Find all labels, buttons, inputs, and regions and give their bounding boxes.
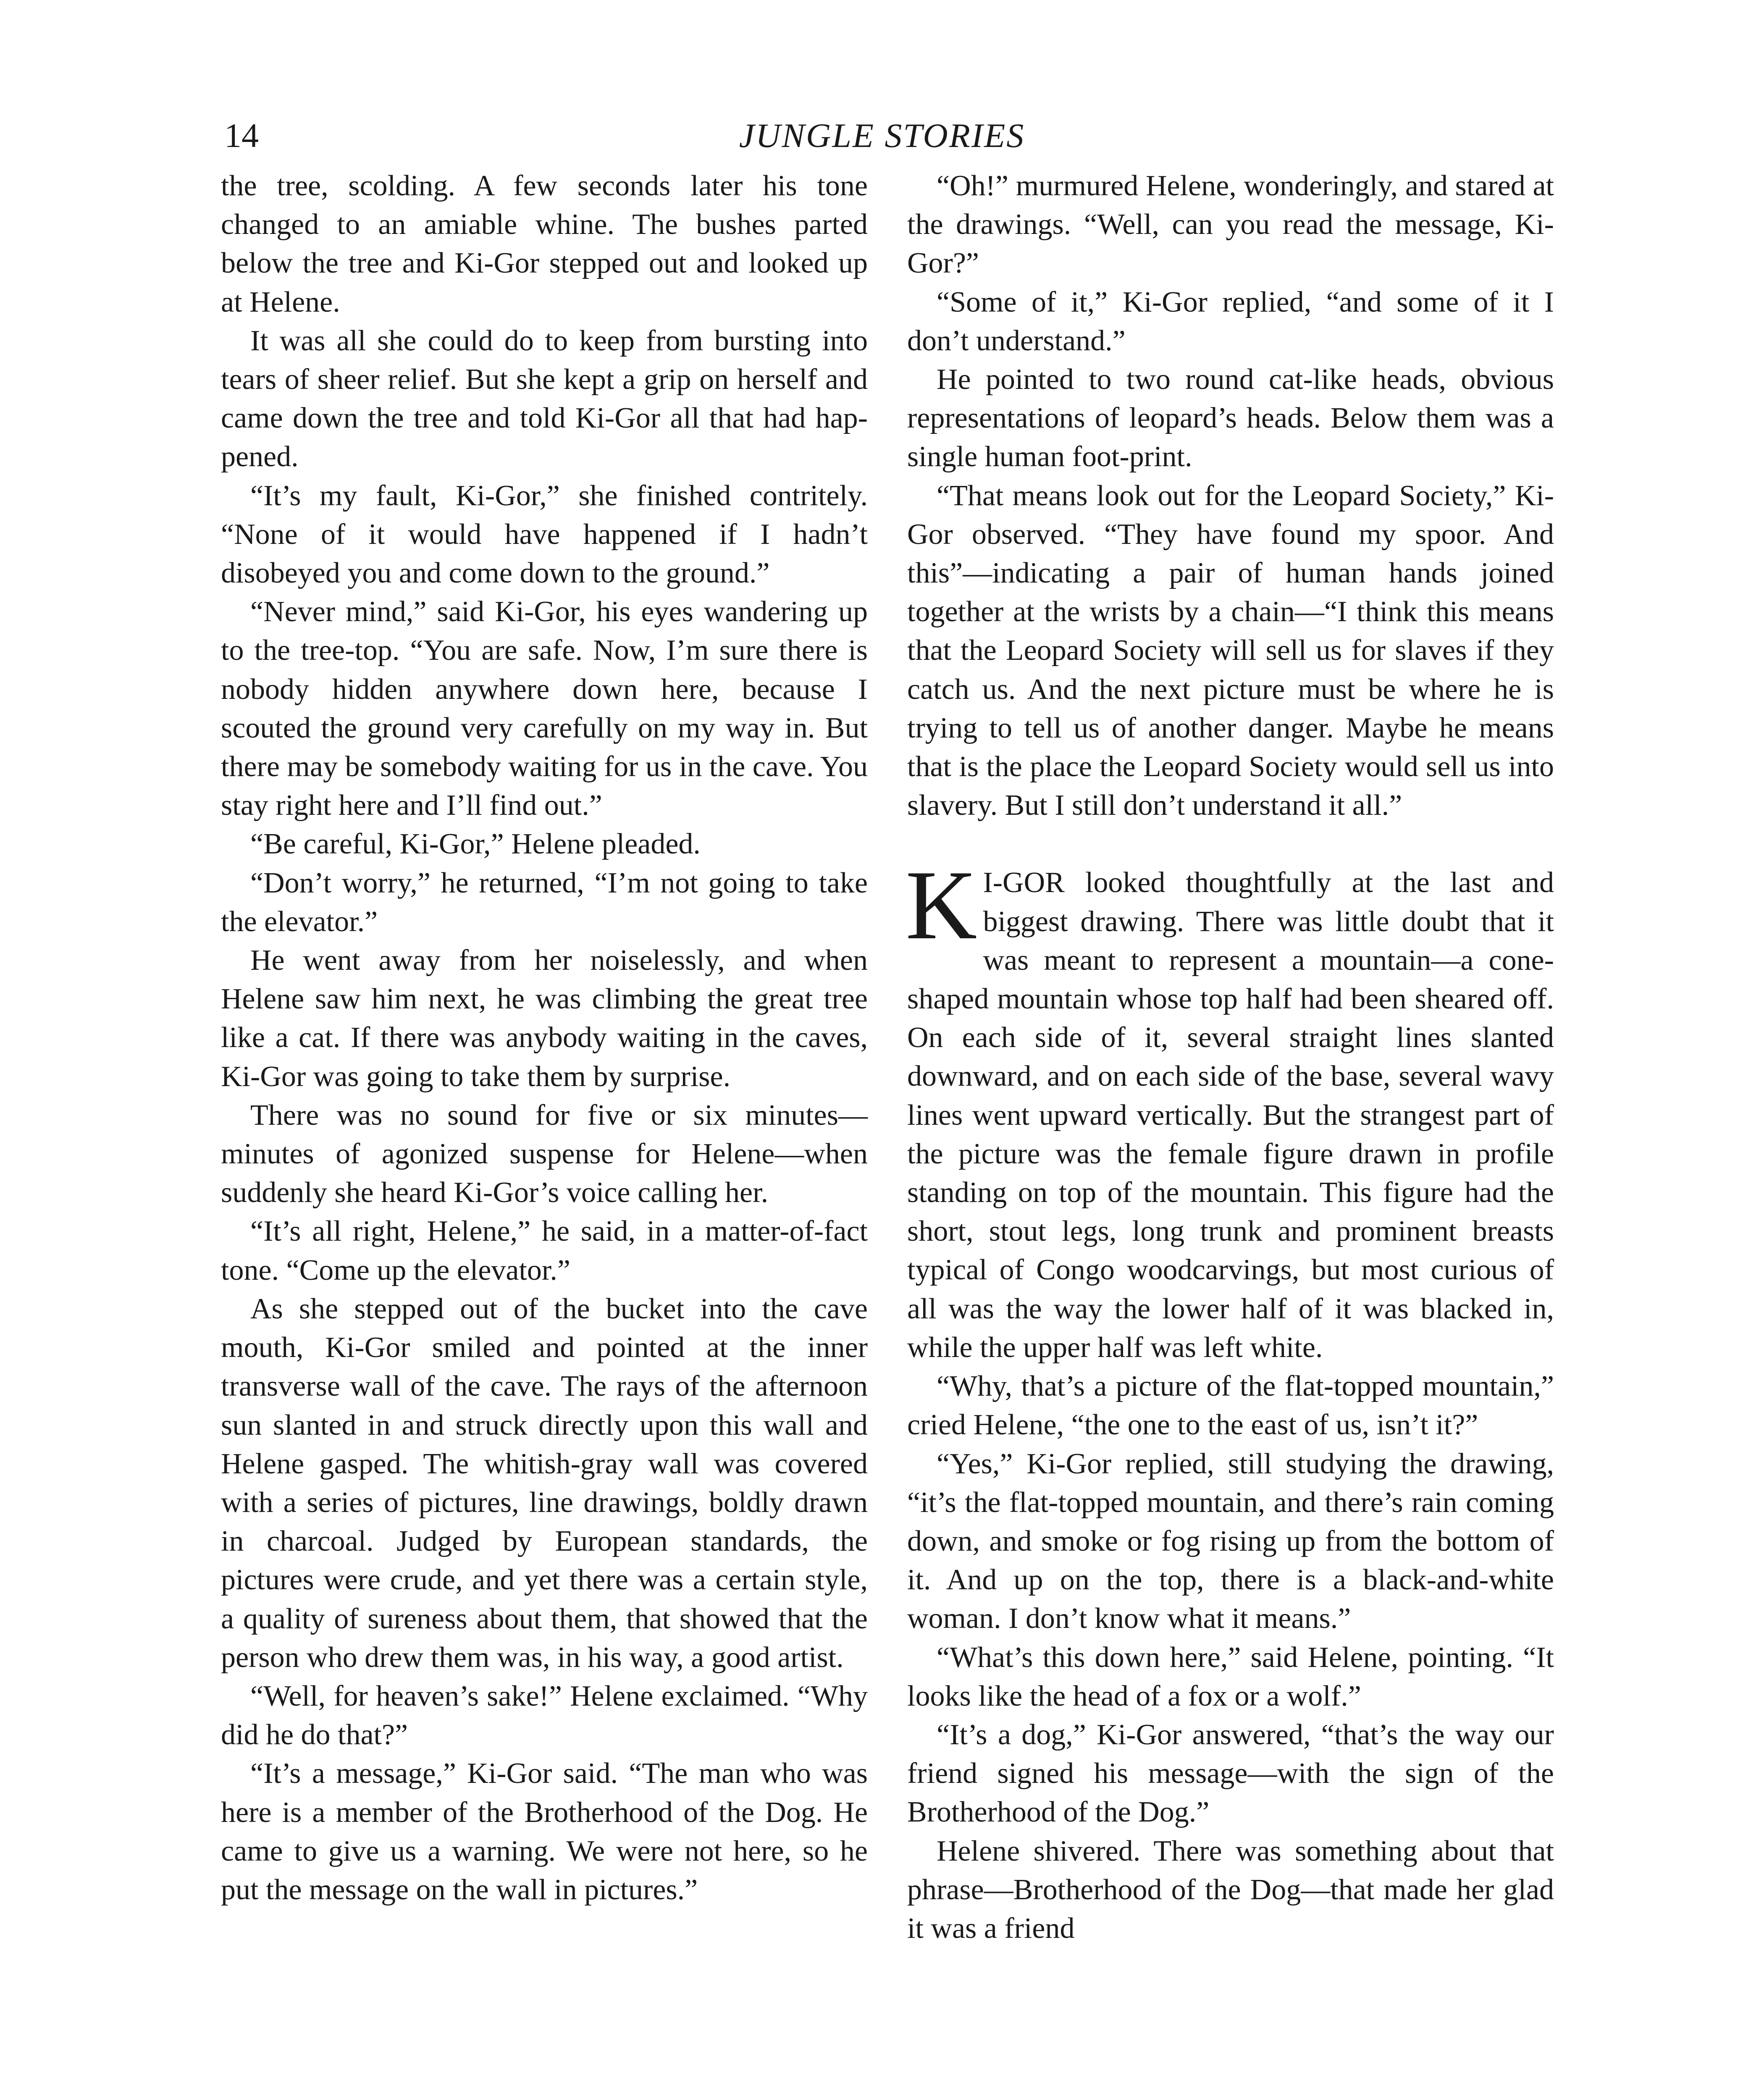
paragraph: As she stepped out of the bucket into the cave mouth, Ki-Gor smiled and pointed at the inner transverse wall of the cave. The rays of the afternoon sun slanted in and struck directly upon this wall and Helene gasped. The whitish-gray wall was covered with a series of pictures, line drawings, boldly drawn in charcoal. Judged by European standards, the pictures were crude, and yet there was a certain style, a quality of sureness about them, that showed that the person who drew them was, in his way, a good artist. [221,1292,868,1674]
paragraph: It was all she could do to keep from bursting into tears of sheer relief. But she kept a grip on herself and came down the tree and told Ki-Gor all that had happened. [221,324,868,473]
paragraph: “It’s all right, Helene,” he said, in a matter-of-fact tone. “Come up the elevator.” [221,1215,868,1286]
section-opening-paragraph [906,850,1554,1367]
section-opening-text: I-GOR looked thoughtfully at the last and biggest drawing. There was little doubt that it was meant to represent a mountain—a cone-shaped mountain whose top half had been sheared off. On each side of it, several straight lines slanted downward, and on each side of the base, several wavy lines went upward vertically. But the strangest part of the picture was the female figure drawn in profile standing on top of the mountain. This figure had the short, stout legs, long trunk and prominent breasts typical of Congo woodcarvings, but most curious of all was the way the lower half of it was blacked in, while the upper half was left white. [907,866,1554,1364]
left-column [221,167,868,2100]
drop-cap: K [906,850,977,961]
paragraph: Helene shivered. There was something about that phrase—Brotherhood of the Dog—that made her glad it was a friend [907,1835,1554,1945]
paragraph: “What’s this down here,” said Helene, pointing. “It looks like the head of a fox or a wolf.” [907,1641,1554,1712]
paragraph: “Oh!” murmured Helene, wonderingly, and stared at the drawings. “Well, can you read the message, Ki-Gor?” [907,170,1554,280]
paragraph: “It’s a message,” Ki-Gor said. “The man who was here is a member of the Brotherhood of the Dog. He came to give us a warning. We were not here, so he put the message on the wall in pictures.” [221,1757,868,1906]
paragraph: “Why, that’s a picture of the flat-topped mountain,” cried Helene, “the one to the east of us, isn’t it?” [907,1370,1554,1441]
paragraph: “Don’t worry,” he returned, “I’m not going to take the elevator.” [221,866,868,938]
page-number: 14 [224,116,259,155]
paragraph: “Yes,” Ki-Gor replied, still studying the drawing, “it’s the flat-topped mountain, and there’s rain coming down, and smoke or fog rising up from the bottom of it. And up on the top, there is a black-and-white woman. I don’t know what it means.” [907,1447,1554,1635]
paragraph: “Never mind,” said Ki-Gor, his eyes wandering up to the tree-top. “You are safe. Now, I’m sure there is nobody hidden anywhere down here, because I scouted the ground very carefully on my way in. But there may be somebody waiting for us in the cave. You stay right here and I’ll find out.” [221,596,868,822]
paragraph: “It’s a dog,” Ki-Gor answered, “that’s the way our friend signed his message—with the sign of the Brotherhood of the Dog.” [907,1718,1554,1829]
paragraph: “Be careful, Ki-Gor,” Helene pleaded. [250,828,701,861]
paragraph: “Some of it,” Ki-Gor replied, “and some of it I don’t understand.” [907,286,1554,357]
running-title: JUNGLE STORIES [739,116,1025,155]
paragraph: “Well, for heaven’s sake!” Helene exclaimed. “Why did he do that?” [221,1680,868,1751]
paragraph: “It’s my fault, Ki-Gor,” she finished contritely. “None of it would have happened if I hadn’t disobeyed you and come down to the ground.” [221,479,868,590]
paragraph: “That means look out for the Leopard Society,” Ki-Gor observed. “They have found my spoor. And this”—indicating a pair of human hands joined together at the wrists by a chain—“I think this means that the Leopard Society will sell us for slaves if they catch us. And the next picture must be where he is trying to tell us of another danger. Maybe he means that is the place the Leopard Society would sell us into slavery. But I still don’t understand it all.” [907,479,1554,822]
paragraph: He went away from her noiselessly, and when Helene saw him next, he was climbing the great tree like a cat. If there was anybody waiting in the caves, Ki-Gor was going to take them by surprise. [221,944,868,1093]
page-header [0,113,1764,163]
paragraph: He pointed to two round cat-like heads, obvious representations of leopard’s heads. Below them was a single human foot-print. [907,363,1554,473]
right-column [907,167,1554,2100]
paragraph: the tree, scolding. A few seconds later his tone changed to an amiable whine. The bushes parted below the tree and Ki-Gor stepped out and looked up at Helene. [221,170,868,318]
paragraph: There was no sound for five or six minutes—minutes of agonized suspense for Helene—when suddenly she heard Ki-Gor’s voice calling her. [221,1099,868,1209]
